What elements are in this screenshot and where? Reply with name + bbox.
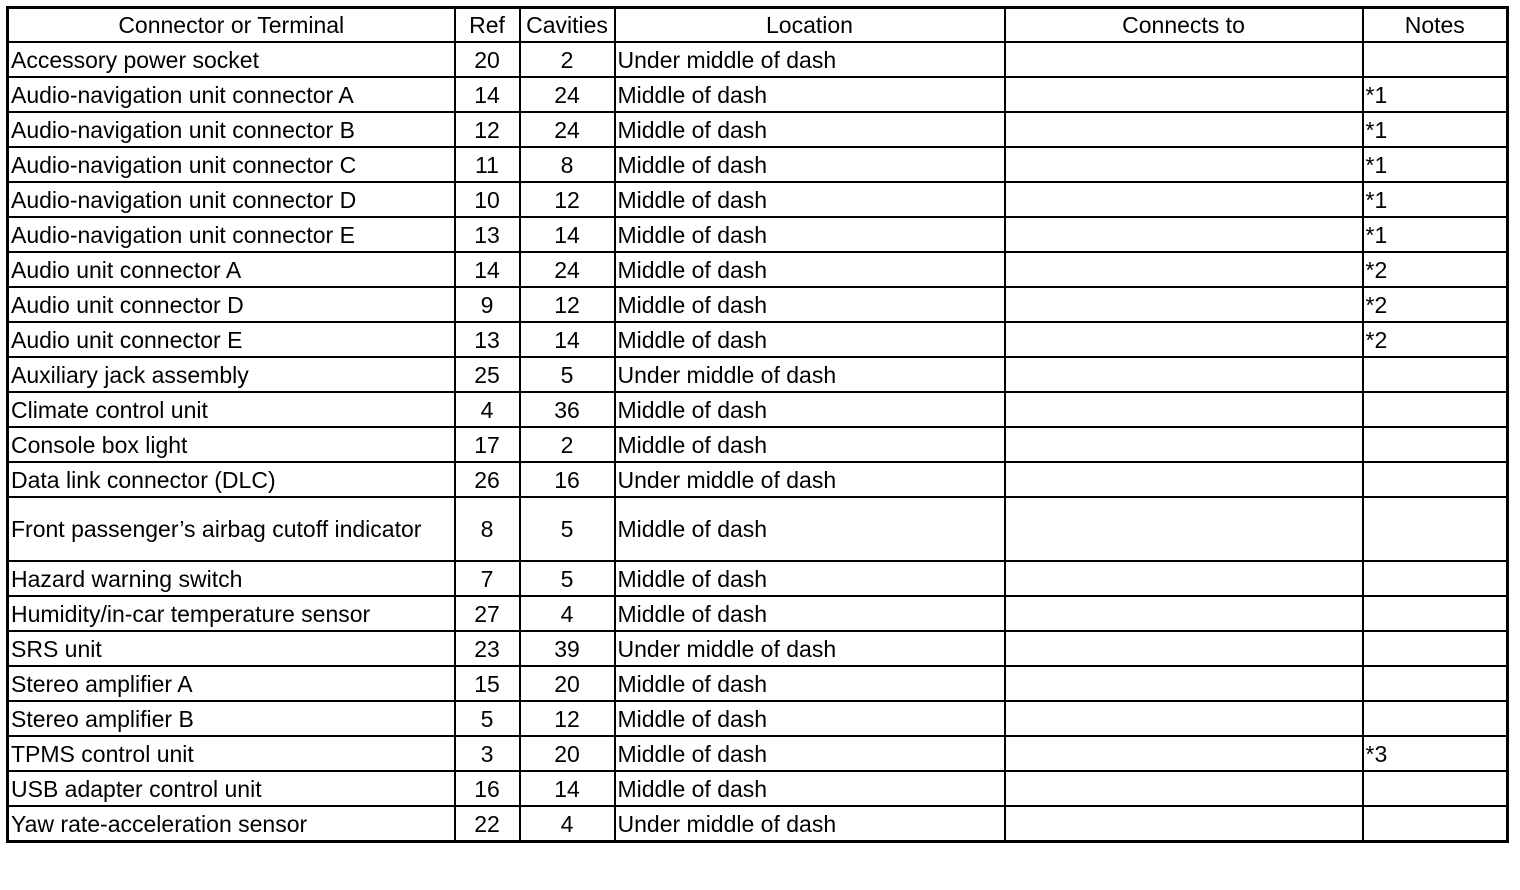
table-row [8, 147, 1508, 182]
cell-connector-name: Audio unit connector A [8, 252, 455, 287]
cell-notes [1363, 631, 1508, 666]
header-ref: Ref [455, 8, 520, 43]
header-location: Location [615, 8, 1005, 43]
cell-cavities: 2 [520, 42, 615, 77]
cell-connector-name: Audio unit connector D [8, 287, 455, 322]
cell-location: Under middle of dash [615, 357, 1005, 392]
cell-location: Middle of dash [615, 322, 1005, 357]
cell-cavities: 8 [520, 147, 615, 182]
cell-ref: 9 [455, 287, 520, 322]
cell-location: Middle of dash [615, 252, 1005, 287]
header-connector: Connector or Terminal [8, 8, 455, 43]
cell-ref: 13 [455, 322, 520, 357]
cell-connector-name: Audio unit connector E [8, 322, 455, 357]
table-row [8, 701, 1508, 736]
table-row [8, 666, 1508, 701]
cell-ref: 27 [455, 596, 520, 631]
cell-ref: 12 [455, 112, 520, 147]
table-row [8, 322, 1508, 357]
cell-location: Middle of dash [615, 182, 1005, 217]
cell-notes [1363, 392, 1508, 427]
cell-location: Under middle of dash [615, 42, 1005, 77]
cell-notes: *2 [1363, 252, 1508, 287]
cell-cavities: 14 [520, 771, 615, 806]
cell-location: Middle of dash [615, 771, 1005, 806]
cell-connector-name: Stereo amplifier A [8, 666, 455, 701]
cell-notes [1363, 561, 1508, 596]
cell-ref: 14 [455, 252, 520, 287]
cell-connector-name: Audio-navigation unit connector D [8, 182, 455, 217]
cell-connects-to [1005, 736, 1363, 771]
cell-connects-to [1005, 287, 1363, 322]
cell-connector-name: Audio-navigation unit connector C [8, 147, 455, 182]
cell-cavities: 5 [520, 357, 615, 392]
cell-ref: 25 [455, 357, 520, 392]
cell-notes: *1 [1363, 77, 1508, 112]
cell-ref: 17 [455, 427, 520, 462]
cell-connects-to [1005, 42, 1363, 77]
table-row [8, 497, 1508, 561]
cell-connects-to [1005, 182, 1363, 217]
cell-connector-name: USB adapter control unit [8, 771, 455, 806]
cell-cavities: 12 [520, 287, 615, 322]
cell-connector-name: Console box light [8, 427, 455, 462]
cell-connects-to [1005, 596, 1363, 631]
cell-location: Middle of dash [615, 77, 1005, 112]
cell-cavities: 2 [520, 427, 615, 462]
cell-cavities: 4 [520, 596, 615, 631]
table-row [8, 561, 1508, 596]
cell-cavities: 16 [520, 462, 615, 497]
cell-cavities: 4 [520, 806, 615, 842]
cell-connector-name: Audio-navigation unit connector E [8, 217, 455, 252]
cell-cavities: 5 [520, 497, 615, 561]
cell-connector-name: Front passenger’s airbag cutoff indicator [8, 497, 455, 561]
cell-cavities: 12 [520, 182, 615, 217]
connector-table [6, 6, 1509, 843]
table-row [8, 42, 1508, 77]
cell-connector-name: Humidity/in-car temperature sensor [8, 596, 455, 631]
cell-connects-to [1005, 771, 1363, 806]
cell-location: Middle of dash [615, 736, 1005, 771]
cell-location: Middle of dash [615, 427, 1005, 462]
cell-cavities: 39 [520, 631, 615, 666]
header-cavities: Cavities [520, 8, 615, 43]
cell-ref: 8 [455, 497, 520, 561]
cell-ref: 20 [455, 42, 520, 77]
cell-notes: *1 [1363, 112, 1508, 147]
cell-notes [1363, 771, 1508, 806]
cell-connects-to [1005, 112, 1363, 147]
cell-ref: 15 [455, 666, 520, 701]
cell-notes: *1 [1363, 217, 1508, 252]
cell-notes: *3 [1363, 736, 1508, 771]
cell-cavities: 36 [520, 392, 615, 427]
cell-ref: 11 [455, 147, 520, 182]
cell-cavities: 5 [520, 561, 615, 596]
cell-location: Under middle of dash [615, 631, 1005, 666]
cell-ref: 22 [455, 806, 520, 842]
table-row [8, 427, 1508, 462]
table-row [8, 217, 1508, 252]
cell-connects-to [1005, 252, 1363, 287]
cell-notes: *1 [1363, 147, 1508, 182]
cell-cavities: 12 [520, 701, 615, 736]
table-row [8, 462, 1508, 497]
cell-connects-to [1005, 392, 1363, 427]
cell-ref: 23 [455, 631, 520, 666]
table-row [8, 596, 1508, 631]
cell-connects-to [1005, 806, 1363, 842]
table-row [8, 252, 1508, 287]
cell-location: Middle of dash [615, 112, 1005, 147]
cell-location: Middle of dash [615, 701, 1005, 736]
cell-cavities: 20 [520, 736, 615, 771]
cell-connects-to [1005, 217, 1363, 252]
cell-cavities: 24 [520, 252, 615, 287]
cell-notes [1363, 596, 1508, 631]
cell-ref: 10 [455, 182, 520, 217]
cell-location: Middle of dash [615, 287, 1005, 322]
cell-ref: 16 [455, 771, 520, 806]
cell-location: Middle of dash [615, 497, 1005, 561]
table-row [8, 631, 1508, 666]
header-notes: Notes [1363, 8, 1508, 43]
cell-connector-name: SRS unit [8, 631, 455, 666]
cell-notes [1363, 497, 1508, 561]
cell-location: Under middle of dash [615, 806, 1005, 842]
cell-notes [1363, 806, 1508, 842]
cell-cavities: 14 [520, 322, 615, 357]
cell-connector-name: TPMS control unit [8, 736, 455, 771]
cell-notes [1363, 666, 1508, 701]
cell-connects-to [1005, 77, 1363, 112]
cell-connects-to [1005, 666, 1363, 701]
cell-cavities: 24 [520, 77, 615, 112]
cell-connector-name: Yaw rate-acceleration sensor [8, 806, 455, 842]
cell-location: Middle of dash [615, 147, 1005, 182]
cell-connector-name: Stereo amplifier B [8, 701, 455, 736]
cell-notes [1363, 701, 1508, 736]
cell-notes: *1 [1363, 182, 1508, 217]
cell-connects-to [1005, 462, 1363, 497]
connector-table-sheet [6, 6, 1506, 843]
cell-location: Middle of dash [615, 596, 1005, 631]
cell-connects-to [1005, 701, 1363, 736]
table-row [8, 357, 1508, 392]
cell-notes [1363, 427, 1508, 462]
table-header-row [8, 8, 1508, 43]
cell-connects-to [1005, 497, 1363, 561]
cell-location: Middle of dash [615, 217, 1005, 252]
cell-cavities: 14 [520, 217, 615, 252]
cell-notes: *2 [1363, 322, 1508, 357]
table-row [8, 736, 1508, 771]
cell-connects-to [1005, 427, 1363, 462]
cell-ref: 26 [455, 462, 520, 497]
cell-cavities: 24 [520, 112, 615, 147]
cell-location: Middle of dash [615, 561, 1005, 596]
cell-location: Under middle of dash [615, 462, 1005, 497]
cell-connects-to [1005, 322, 1363, 357]
cell-connector-name: Audio-navigation unit connector B [8, 112, 455, 147]
cell-connector-name: Audio-navigation unit connector A [8, 77, 455, 112]
table-row [8, 771, 1508, 806]
header-connects-to: Connects to [1005, 8, 1363, 43]
cell-location: Middle of dash [615, 392, 1005, 427]
cell-notes [1363, 42, 1508, 77]
table-row [8, 287, 1508, 322]
cell-ref: 7 [455, 561, 520, 596]
cell-connector-name: Data link connector (DLC) [8, 462, 455, 497]
cell-connector-name: Accessory power socket [8, 42, 455, 77]
cell-notes [1363, 357, 1508, 392]
cell-ref: 3 [455, 736, 520, 771]
cell-ref: 14 [455, 77, 520, 112]
cell-location: Middle of dash [615, 666, 1005, 701]
table-row [8, 112, 1508, 147]
cell-connector-name: Auxiliary jack assembly [8, 357, 455, 392]
cell-connects-to [1005, 147, 1363, 182]
cell-ref: 13 [455, 217, 520, 252]
table-row [8, 77, 1508, 112]
cell-ref: 5 [455, 701, 520, 736]
cell-connects-to [1005, 357, 1363, 392]
cell-connects-to [1005, 561, 1363, 596]
cell-connects-to [1005, 631, 1363, 666]
table-row [8, 392, 1508, 427]
cell-notes [1363, 462, 1508, 497]
cell-connector-name: Hazard warning switch [8, 561, 455, 596]
cell-ref: 4 [455, 392, 520, 427]
table-row [8, 806, 1508, 842]
cell-cavities: 20 [520, 666, 615, 701]
table-body [8, 42, 1508, 842]
table-row [8, 182, 1508, 217]
cell-notes: *2 [1363, 287, 1508, 322]
cell-connector-name: Climate control unit [8, 392, 455, 427]
